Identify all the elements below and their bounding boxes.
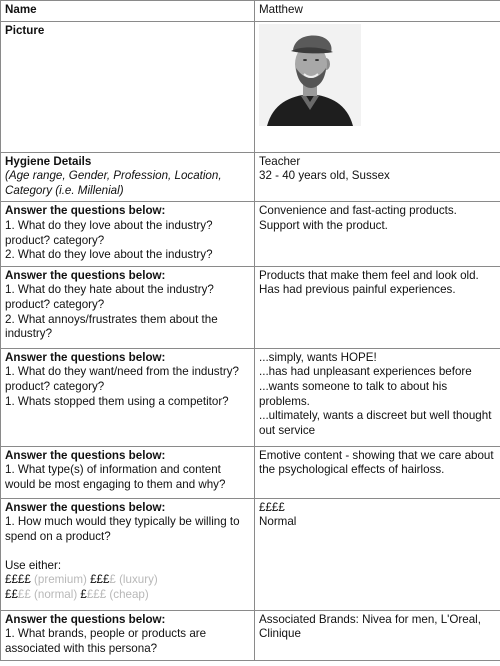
- option-cheap-label: £££ (cheap): [86, 587, 149, 601]
- love-question-2: 2. What do they love about the industry?: [5, 248, 213, 262]
- row-brands: [1, 610, 500, 660]
- option-luxury-symbol: £££: [90, 573, 110, 587]
- name-value-cell: [255, 1, 500, 22]
- picture-label: Picture: [5, 23, 45, 37]
- spend-answer-symbol: ££££: [259, 500, 285, 514]
- option-cheap-symbol: £: [80, 587, 87, 601]
- persona-photo: [259, 24, 361, 126]
- love-question-1: 1. What do they love about the industry? product? category?: [5, 218, 213, 247]
- want-question-1: 1. What do they want/need from the industry? product? category?: [5, 365, 239, 393]
- content-answer-cell: [255, 446, 500, 498]
- content-question-cell: [1, 446, 255, 498]
- spend-spacer: [5, 545, 250, 559]
- spend-options-row-1: [5, 573, 250, 588]
- content-heading: Answer the questions below:: [5, 448, 166, 462]
- want-answer-4: ...ultimately, wants a discreet but well thought out service: [259, 409, 492, 437]
- hygiene-profession: Teacher: [259, 154, 301, 168]
- spend-question-1: 1. How much would they typically be willing to spend on a product?: [5, 515, 240, 543]
- hygiene-sublabel: (Age range, Gender, Profession, Location, Category (i.e. Millenial): [5, 169, 222, 197]
- row-hygiene: [1, 152, 500, 202]
- option-normal-label: ££ (normal): [17, 587, 81, 601]
- brands-heading: Answer the questions below:: [5, 612, 166, 626]
- love-question-cell: [1, 202, 255, 266]
- picture-cell: [255, 21, 500, 152]
- spend-answer-label: Normal: [259, 515, 297, 529]
- want-question-2: 1. Whats stopped them using a competitor?: [5, 394, 229, 408]
- row-want: [1, 348, 500, 446]
- row-hate: [1, 266, 500, 348]
- name-label: Name: [5, 3, 37, 16]
- row-love: [1, 202, 500, 266]
- content-answer: Emotive content - showing that we care about the psychological effects of hairloss.: [259, 448, 494, 477]
- want-answer-cell: [255, 348, 500, 446]
- picture-label-cell: [1, 21, 255, 152]
- want-answer-3: ...wants someone to talk to about his problems.: [259, 379, 448, 408]
- love-answer-cell: [255, 202, 500, 266]
- spend-question-cell: [1, 498, 255, 610]
- want-answer-1: ...simply, wants HOPE!: [259, 350, 377, 364]
- hate-answer-cell: [255, 266, 500, 348]
- want-answer-2: ...has had unpleasant experiences before: [259, 365, 472, 379]
- hygiene-age-location: 32 - 40 years old, Sussex: [259, 169, 390, 183]
- row-spend: [1, 498, 500, 610]
- brands-question-cell: [1, 610, 255, 660]
- want-question-cell: [1, 348, 255, 446]
- hate-question-cell: [1, 266, 255, 348]
- hate-question-1: 1. What do they hate about the industry? product? category?: [5, 283, 214, 311]
- row-name: [1, 1, 500, 22]
- hygiene-label-cell: [1, 152, 255, 202]
- option-premium-label: (premium): [30, 573, 91, 587]
- row-picture: [1, 21, 500, 152]
- option-premium-symbol: ££££: [5, 573, 31, 587]
- row-content: [1, 446, 500, 498]
- spend-use-either: Use either:: [5, 558, 62, 572]
- option-luxury-label: £ (luxury): [109, 573, 158, 587]
- option-normal-symbol: ££: [5, 587, 18, 601]
- content-question-1: 1. What type(s) of information and content would be most engaging to them and why?: [5, 463, 226, 491]
- spend-heading: Answer the questions below:: [5, 500, 166, 514]
- name-value: Matthew: [259, 3, 303, 16]
- brands-answer-cell: [255, 610, 500, 660]
- spend-answer-cell: [255, 498, 500, 610]
- brands-answer: Associated Brands: Nivea for men, L'Oreal, Clinique: [259, 612, 481, 641]
- spend-options-row-2: [5, 588, 250, 603]
- love-answer: Convenience and fast-acting products. Support with the product.: [259, 204, 457, 232]
- brands-question-1: 1. What brands, people or products are associated with this persona?: [5, 627, 207, 655]
- love-heading: Answer the questions below:: [5, 204, 166, 218]
- hate-answer: Products that make them feel and look old. Has had previous painful experiences.: [259, 268, 479, 297]
- hate-question-2: 2. What annoys/frustrates them about the industry?: [5, 312, 218, 341]
- hate-heading: Answer the questions below:: [5, 268, 166, 282]
- want-heading: Answer the questions below:: [5, 350, 166, 364]
- hygiene-value-cell: [255, 152, 500, 202]
- hygiene-label: Hygiene Details: [5, 154, 92, 168]
- name-label-cell: [1, 1, 255, 22]
